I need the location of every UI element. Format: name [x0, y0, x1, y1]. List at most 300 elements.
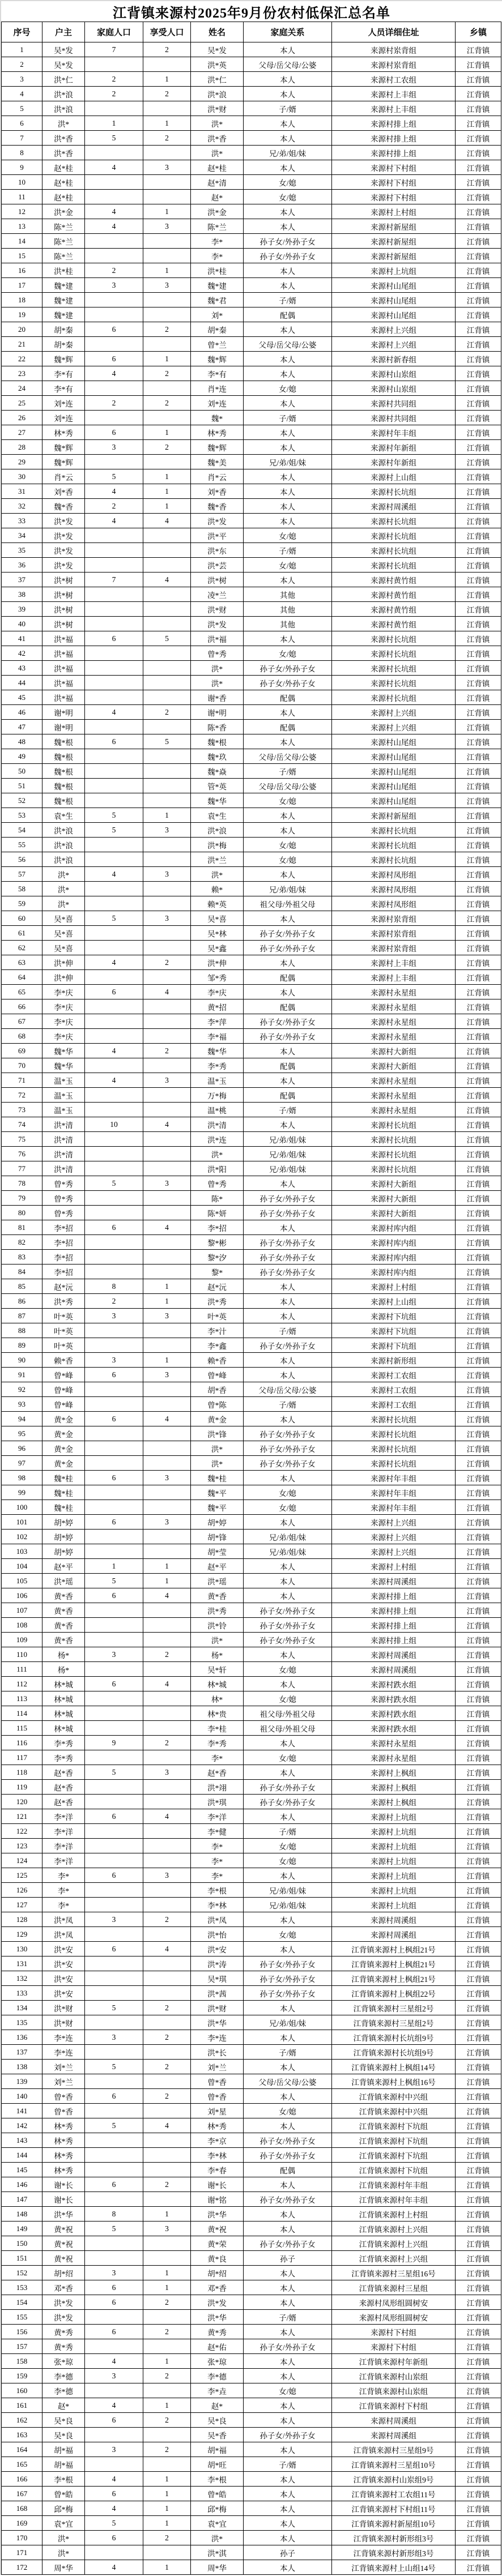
cell-relation: 本人 [244, 1176, 332, 1191]
cell-beneficiary-count: 4 [143, 573, 191, 587]
cell-relation: 本人 [244, 42, 332, 57]
cell-householder: 林*城 [42, 1706, 85, 1721]
cell-address: 来源村工农组 [332, 1397, 456, 1412]
cell-family-size [85, 1883, 143, 1898]
cell-seq: 44 [2, 676, 42, 690]
table-row [2, 396, 501, 411]
cell-householder: 林*城 [42, 1721, 85, 1736]
cell-address: 来源村大新组 [332, 1044, 456, 1058]
cell-name: 杨* [191, 1647, 244, 1662]
cell-beneficiary-count: 4 [143, 1220, 191, 1235]
cell-address: 来源村下村组 [332, 175, 456, 190]
cell-family-size: 6 [85, 425, 143, 440]
cell-township: 江背镇 [456, 1765, 501, 1780]
table-row [2, 838, 501, 852]
table-row [2, 1588, 501, 1603]
cell-address: 江背镇来源村年新组 [332, 2354, 456, 2369]
col-header-township: 乡镇 [456, 22, 501, 42]
cell-householder: 洪*桂 [42, 263, 85, 278]
cell-family-size: 6 [85, 1220, 143, 1235]
cell-relation: 本人 [244, 1765, 332, 1780]
cell-relation: 孙子女/外孙子女 [244, 1795, 332, 1809]
col-header-address: 人员详细住址 [332, 22, 456, 42]
cell-name: 黄*金 [191, 1412, 244, 1426]
cell-family-size: 6 [85, 1868, 143, 1883]
cell-beneficiary-count: 1 [143, 263, 191, 278]
cell-relation: 本人 [244, 1220, 332, 1235]
cell-beneficiary-count [143, 2310, 191, 2325]
cell-address: 来源村跌水组 [332, 1721, 456, 1736]
cell-seq: 120 [2, 1795, 42, 1809]
cell-address: 来源村岽背组 [332, 57, 456, 72]
cell-family-size: 4 [85, 2501, 143, 2516]
cell-beneficiary-count [143, 2251, 191, 2266]
cell-family-size: 4 [85, 219, 143, 234]
cell-householder: 洪*财 [42, 2001, 85, 2015]
cell-name: 洪*梅 [191, 838, 244, 852]
cell-name: 李*春 [191, 2163, 244, 2177]
cell-seq: 58 [2, 882, 42, 896]
cell-relation: 父母/岳父母/公婆 [244, 2074, 332, 2089]
cell-township: 江背镇 [456, 1736, 501, 1750]
cell-relation: 孙子女/外孙子女 [244, 1426, 332, 1441]
cell-seq: 151 [2, 2251, 42, 2266]
cell-householder: 洪*福 [42, 676, 85, 690]
cell-family-size [85, 749, 143, 764]
cell-name: 李*林 [191, 1898, 244, 1912]
cell-householder: 魏*根 [42, 793, 85, 808]
cell-householder: 洪*树 [42, 573, 85, 587]
cell-seq: 152 [2, 2266, 42, 2280]
cell-householder: 曾*秀 [42, 1206, 85, 1220]
cell-township: 江背镇 [456, 234, 501, 249]
table-row [2, 2236, 501, 2251]
cell-beneficiary-count [143, 1014, 191, 1029]
cell-seq: 91 [2, 1368, 42, 1382]
cell-address: 来源村排上组 [332, 1633, 456, 1647]
cell-family-size [85, 2074, 143, 2089]
cell-address: 江背镇来源村上兴组 [332, 2236, 456, 2251]
table-row [2, 1574, 501, 1588]
cell-family-size [85, 2236, 143, 2251]
cell-family-size: 6 [85, 2487, 143, 2501]
cell-householder: 魏*建 [42, 307, 85, 322]
cell-township: 江背镇 [456, 808, 501, 823]
cell-address: 来源村上枫组 [332, 1795, 456, 1809]
cell-relation: 本人 [244, 484, 332, 499]
cell-seq: 143 [2, 2133, 42, 2148]
cell-address: 来源村排上组 [332, 116, 456, 131]
cell-name: 魏*辉 [191, 352, 244, 366]
cell-address: 来源村跌水组 [332, 1706, 456, 1721]
cell-seq: 7 [2, 131, 42, 146]
cell-seq: 67 [2, 1014, 42, 1029]
cell-township: 江背镇 [456, 1250, 501, 1264]
table-row [2, 1485, 501, 1500]
cell-township: 江背镇 [456, 1647, 501, 1662]
cell-address: 来源村永星组 [332, 1029, 456, 1044]
cell-address: 江背镇来源村下村组11号 [332, 2501, 456, 2516]
cell-address: 江背镇来源村上枫组21号 [332, 1971, 456, 1986]
cell-relation: 兄/弟/姐/妹 [244, 1161, 332, 1176]
cell-seq: 6 [2, 116, 42, 131]
cell-township: 江背镇 [456, 1750, 501, 1765]
cell-seq: 41 [2, 631, 42, 646]
cell-name: 胡*婷 [191, 1515, 244, 1530]
cell-name: 洪*发 [191, 617, 244, 631]
cell-seq: 33 [2, 514, 42, 528]
cell-name: 赵*佑 [191, 2339, 244, 2354]
cell-address: 来源村山尾组 [332, 734, 456, 749]
cell-relation: 子/婿 [244, 2045, 332, 2060]
cell-householder: 谢*长 [42, 2192, 85, 2207]
cell-seq: 142 [2, 2118, 42, 2133]
cell-family-size [85, 1691, 143, 1706]
table-row [2, 1662, 501, 1677]
cell-township: 江背镇 [456, 2560, 501, 2575]
table-row [2, 1176, 501, 1191]
cell-householder: 洪* [42, 882, 85, 896]
cell-beneficiary-count [143, 896, 191, 911]
cell-family-size [85, 764, 143, 779]
cell-township: 江背镇 [456, 882, 501, 896]
cell-name: 洪*铃 [191, 1618, 244, 1633]
cell-township: 江背镇 [456, 514, 501, 528]
cell-beneficiary-count: 1 [143, 469, 191, 484]
cell-family-size [85, 558, 143, 573]
cell-householder: 刘*连 [42, 396, 85, 411]
cell-township: 江背镇 [456, 116, 501, 131]
cell-beneficiary-count: 1 [143, 2280, 191, 2295]
cell-beneficiary-count [143, 779, 191, 793]
cell-beneficiary-count: 4 [143, 1588, 191, 1603]
cell-relation: 孙子女/外孙子女 [244, 1441, 332, 1456]
cell-householder: 魏*根 [42, 734, 85, 749]
table-row [2, 999, 501, 1014]
table-row [2, 2545, 501, 2560]
cell-beneficiary-count [143, 720, 191, 734]
cell-seq: 157 [2, 2339, 42, 2354]
table-row [2, 2472, 501, 2487]
cell-family-size: 2 [85, 87, 143, 101]
cell-householder: 曾*秀 [42, 1191, 85, 1206]
cell-householder: 洪*安 [42, 1956, 85, 1971]
cell-family-size [85, 175, 143, 190]
cell-householder: 洪*发 [42, 514, 85, 528]
cell-address: 来源村上坑组 [332, 1809, 456, 1824]
cell-seq: 153 [2, 2280, 42, 2295]
cell-relation: 孙子女/外孙子女 [244, 2148, 332, 2163]
cell-relation: 子/婿 [244, 764, 332, 779]
cell-seq: 52 [2, 793, 42, 808]
cell-family-size [85, 190, 143, 204]
cell-name: 刘*星 [191, 2104, 244, 2118]
table-row [2, 911, 501, 926]
cell-address: 江背镇来源村中兴组 [332, 2104, 456, 2118]
col-header-seq: 序号 [2, 22, 42, 42]
cell-beneficiary-count [143, 1441, 191, 1456]
cell-family-size: 3 [85, 278, 143, 293]
cell-seq: 53 [2, 808, 42, 823]
cell-beneficiary-count [143, 57, 191, 72]
cell-beneficiary-count [143, 249, 191, 263]
cell-name: 袁*生 [191, 808, 244, 823]
cell-name: 曾*香 [191, 2089, 244, 2104]
cell-township: 江背镇 [456, 1206, 501, 1220]
table-row [2, 1706, 501, 1721]
cell-relation: 子/婿 [244, 1824, 332, 1839]
cell-beneficiary-count: 3 [143, 867, 191, 882]
cell-seq: 88 [2, 1323, 42, 1338]
cell-householder: 洪*浪 [42, 838, 85, 852]
cell-relation: 本人 [244, 322, 332, 337]
cell-address: 来源村年新组 [332, 440, 456, 455]
cell-township: 江背镇 [456, 852, 501, 867]
cell-name: 李* [191, 1868, 244, 1883]
cell-township: 江背镇 [456, 985, 501, 999]
cell-householder: 洪* [42, 2545, 85, 2560]
table-row [2, 1736, 501, 1750]
cell-family-size: 4 [85, 2398, 143, 2413]
cell-address: 来源村库内组 [332, 1250, 456, 1264]
cell-address: 来源村长坑组 [332, 558, 456, 573]
cell-householder: 洪*秀 [42, 1294, 85, 1309]
cell-name: 胡*福 [191, 2442, 244, 2457]
cell-relation: 孙子 [244, 2545, 332, 2560]
cell-address: 来源村永星组 [332, 1736, 456, 1750]
cell-address: 来源村长坑组 [332, 528, 456, 543]
cell-beneficiary-count [143, 175, 191, 190]
cell-householder: 肖*云 [42, 469, 85, 484]
cell-beneficiary-count: 1 [143, 425, 191, 440]
cell-township: 江背镇 [456, 131, 501, 146]
cell-address: 来源村长坑组 [332, 1132, 456, 1147]
cell-relation: 本人 [244, 116, 332, 131]
cell-seq: 20 [2, 322, 42, 337]
cell-township: 江背镇 [456, 1883, 501, 1898]
cell-name: 邱*梅 [191, 2501, 244, 2516]
cell-beneficiary-count [143, 838, 191, 852]
cell-name: 洪*伸 [191, 955, 244, 970]
table-row [2, 1927, 501, 1942]
table-row [2, 2383, 501, 2398]
table-row [2, 2104, 501, 2118]
cell-township: 江背镇 [456, 2531, 501, 2545]
header-row [2, 22, 501, 42]
table-row [2, 160, 501, 175]
cell-seq: 96 [2, 1441, 42, 1456]
cell-name: 陈*香 [191, 720, 244, 734]
cell-seq: 63 [2, 955, 42, 970]
cell-relation: 子/婿 [244, 1103, 332, 1117]
cell-relation: 本人 [244, 1677, 332, 1691]
cell-relation: 兄/弟/姐/妹 [244, 146, 332, 160]
cell-township: 江背镇 [456, 2163, 501, 2177]
table-row [2, 1279, 501, 1294]
cell-relation: 本人 [244, 2531, 332, 2545]
cell-beneficiary-count: 5 [143, 631, 191, 646]
table-row [2, 1029, 501, 1044]
cell-householder: 赵*桂 [42, 190, 85, 204]
cell-beneficiary-count: 2 [143, 2177, 191, 2192]
cell-householder: 温*玉 [42, 1073, 85, 1088]
table-row [2, 1294, 501, 1309]
cell-beneficiary-count: 1 [143, 2266, 191, 2280]
cell-relation: 兄/弟/姐/妹 [244, 1132, 332, 1147]
cell-name: 洪*发 [191, 514, 244, 528]
cell-name: 洪*发 [191, 2295, 244, 2310]
cell-family-size [85, 1338, 143, 1353]
cell-beneficiary-count [143, 1103, 191, 1117]
cell-beneficiary-count: 2 [143, 705, 191, 720]
cell-name: 洪*树 [191, 573, 244, 587]
table-row [2, 2163, 501, 2177]
cell-family-size [85, 455, 143, 469]
table-row [2, 2001, 501, 2015]
table-row [2, 970, 501, 985]
cell-relation: 孙子女/外孙子女 [244, 249, 332, 263]
cell-township: 江背镇 [456, 2133, 501, 2148]
cell-address: 来源村上坑组 [332, 1883, 456, 1898]
cell-relation: 本人 [244, 263, 332, 278]
cell-address: 来源村排上组 [332, 146, 456, 160]
cell-relation: 孙子女/外孙子女 [244, 1029, 332, 1044]
cell-name: 林* [191, 1691, 244, 1706]
cell-name: 洪*平 [191, 528, 244, 543]
cell-family-size [85, 896, 143, 911]
cell-relation: 子/婿 [244, 2457, 332, 2472]
table-row [2, 2060, 501, 2074]
cell-family-size: 4 [85, 1073, 143, 1088]
cell-name: 谢*香 [191, 690, 244, 705]
cell-relation: 兄/弟/姐/妹 [244, 1530, 332, 1544]
cell-name: 万*梅 [191, 1088, 244, 1103]
cell-family-size [85, 1147, 143, 1161]
cell-address: 来源村永星组 [332, 1073, 456, 1088]
cell-householder: 洪*浪 [42, 101, 85, 116]
table-row [2, 926, 501, 941]
cell-family-size: 5 [85, 2222, 143, 2236]
cell-address: 江背镇来源村下坑组 [332, 2133, 456, 2148]
cell-householder: 曾*皓 [42, 2487, 85, 2501]
cell-beneficiary-count: 1 [143, 2207, 191, 2222]
cell-family-size [85, 1323, 143, 1338]
cell-township: 江背镇 [456, 2045, 501, 2060]
cell-township: 江背镇 [456, 2236, 501, 2251]
cell-address: 来源村长坑组 [332, 1426, 456, 1441]
cell-address: 来源村大新组 [332, 1206, 456, 1220]
cell-beneficiary-count [143, 1235, 191, 1250]
cell-address: 来源村周溪组 [332, 499, 456, 514]
cell-beneficiary-count: 1 [143, 808, 191, 823]
cell-seq: 26 [2, 411, 42, 425]
cell-beneficiary-count: 2 [143, 440, 191, 455]
cell-relation: 其他 [244, 587, 332, 602]
cell-seq: 94 [2, 1412, 42, 1426]
cell-householder: 李*洋 [42, 1824, 85, 1839]
cell-name: 陈*妍 [191, 1206, 244, 1220]
cell-township: 江背镇 [456, 484, 501, 499]
cell-family-size: 4 [85, 1044, 143, 1058]
cell-seq: 24 [2, 381, 42, 396]
cell-address: 来源村大新组 [332, 1058, 456, 1073]
cell-family-size: 5 [85, 1765, 143, 1780]
cell-relation: 本人 [244, 2472, 332, 2487]
cell-family-size [85, 1426, 143, 1441]
cell-relation: 兄/弟/姐/妹 [244, 1883, 332, 1898]
cell-beneficiary-count [143, 2015, 191, 2030]
cell-name: 赵*清 [191, 175, 244, 190]
cell-family-size: 6 [85, 985, 143, 999]
cell-address: 来源村山岽组 [332, 381, 456, 396]
cell-beneficiary-count [143, 2383, 191, 2398]
cell-township: 江背镇 [456, 1691, 501, 1706]
cell-relation: 兄/弟/姐/妹 [244, 2015, 332, 2030]
cell-householder: 黄*香 [42, 1603, 85, 1618]
cell-householder: 魏*根 [42, 779, 85, 793]
cell-seq: 109 [2, 1633, 42, 1647]
cell-township: 江背镇 [456, 2015, 501, 2030]
cell-householder: 洪* [42, 2531, 85, 2545]
cell-address: 来源村上兴组 [332, 1530, 456, 1544]
cell-beneficiary-count: 3 [143, 1471, 191, 1485]
cell-name: 黄*秀 [191, 2325, 244, 2339]
cell-family-size: 3 [85, 440, 143, 455]
cell-householder: 李*洋 [42, 1853, 85, 1868]
cell-name: 张*琼 [191, 2354, 244, 2369]
cell-name: 黎* [191, 1264, 244, 1279]
cell-address: 来源村排上组 [332, 131, 456, 146]
cell-name: 胡*旺 [191, 2457, 244, 2472]
cell-householder: 魏*建 [42, 278, 85, 293]
cell-householder: 黄*香 [42, 1618, 85, 1633]
cell-beneficiary-count [143, 234, 191, 249]
cell-seq: 23 [2, 366, 42, 381]
cell-family-size [85, 1721, 143, 1736]
cell-beneficiary-count [143, 1839, 191, 1853]
cell-beneficiary-count: 3 [143, 823, 191, 838]
cell-relation: 孙子女/外孙子女 [244, 2133, 332, 2148]
cell-name: 魏*君 [191, 293, 244, 307]
cell-seq: 36 [2, 558, 42, 573]
cell-beneficiary-count [143, 852, 191, 867]
cell-seq: 104 [2, 1559, 42, 1574]
cell-address: 来源村周溪组 [332, 1912, 456, 1927]
cell-beneficiary-count [143, 1971, 191, 1986]
cell-householder: 刘*兰 [42, 2074, 85, 2089]
cell-householder: 刘*连 [42, 411, 85, 425]
cell-township: 江背镇 [456, 2074, 501, 2089]
table-row [2, 2280, 501, 2295]
cell-township: 江背镇 [456, 1220, 501, 1235]
cell-relation: 女/媳 [244, 1839, 332, 1853]
cell-householder: 陈*兰 [42, 219, 85, 234]
cell-seq: 1 [2, 42, 42, 57]
cell-relation: 子/婿 [244, 543, 332, 558]
cell-seq: 59 [2, 896, 42, 911]
cell-family-size: 6 [85, 1809, 143, 1824]
cell-family-size [85, 1206, 143, 1220]
cell-name: 李*根 [191, 1883, 244, 1898]
cell-name: 林*秀 [191, 425, 244, 440]
cell-seq: 62 [2, 941, 42, 955]
cell-address: 来源村永星组 [332, 1103, 456, 1117]
cell-relation: 本人 [244, 2266, 332, 2280]
table-row [2, 1456, 501, 1471]
cell-township: 江背镇 [456, 2516, 501, 2531]
cell-township: 江背镇 [456, 2545, 501, 2560]
cell-relation: 孙子女/外孙子女 [244, 1338, 332, 1353]
